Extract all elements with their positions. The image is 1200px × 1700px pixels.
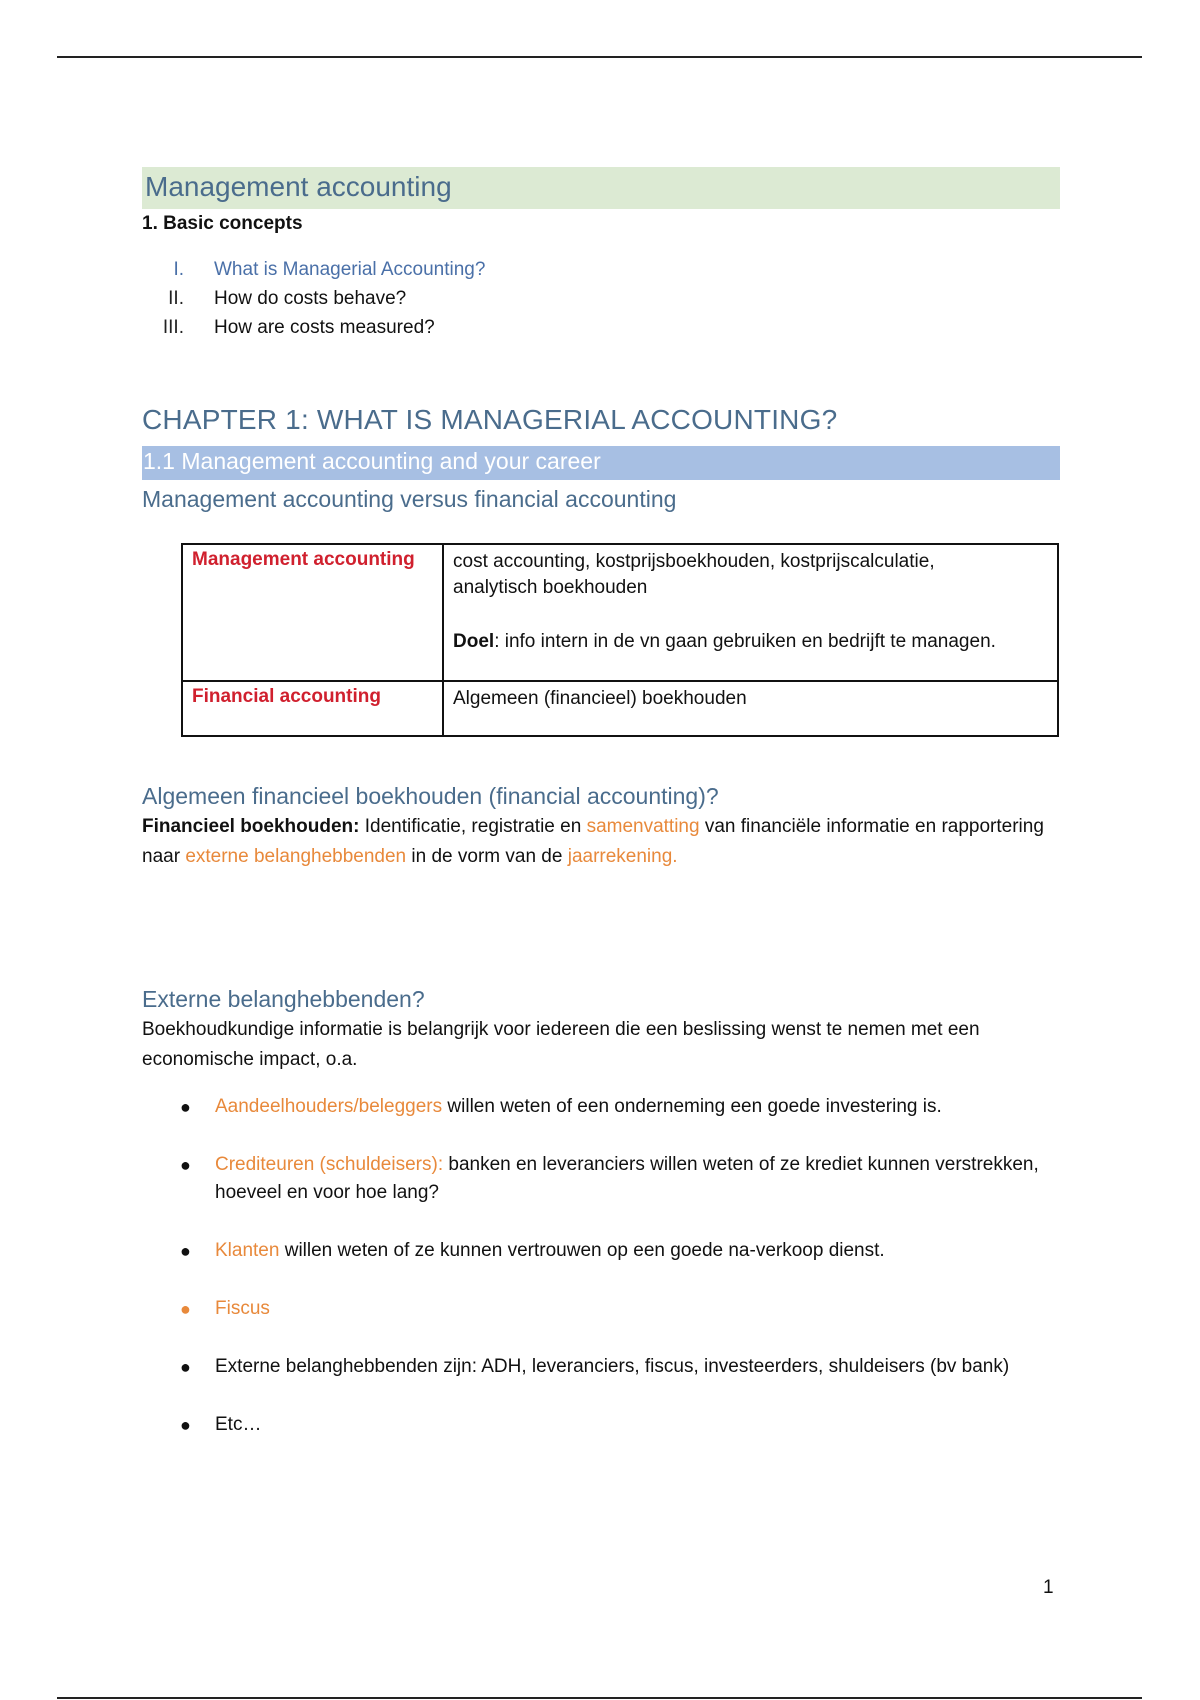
toc-item [142, 284, 1060, 313]
cell-text: Algemeen (financieel) boekhouden [453, 688, 747, 709]
highlight-run: Crediteuren (schuldeisers): [215, 1154, 444, 1175]
table-key-cell: Management accounting [182, 544, 443, 681]
list-item [142, 1411, 1060, 1439]
text-run: in de vorm van de [406, 846, 568, 867]
text-run: Identificatie, registratie en [359, 816, 587, 837]
bold-label: Financieel boekhouden: [142, 816, 360, 837]
toc-number: II. [168, 288, 184, 309]
cell-text: cost accounting, kostprijsboekhouden, kostprijscalculatie, [453, 551, 935, 572]
document-title: Management accounting [145, 171, 452, 202]
highlight-run: externe belanghebbenden [185, 846, 407, 867]
text-run: Externe belanghebbenden zijn: ADH, leveranciers, fiscus, investeerders, shuldeisers (bv bank) [215, 1356, 1010, 1377]
text-run: willen weten of ze kunnen vertrouwen op een goede na-verkoop dienst. [279, 1240, 885, 1261]
bullet-icon: ● [180, 1097, 191, 1117]
highlight-run: samenvatting [586, 816, 700, 837]
external-stakeholders-heading: Externe belanghebbenden? [142, 986, 425, 1012]
list-item [142, 1151, 1060, 1207]
table-value-cell [443, 544, 1058, 681]
highlight-run: Aandeelhouders/beleggers [215, 1096, 443, 1117]
doel-label: Doel [453, 631, 495, 652]
toc-number: III. [162, 317, 184, 338]
table-row [182, 544, 1058, 681]
title-band [142, 167, 1060, 209]
text-run: Etc… [215, 1414, 262, 1435]
section-heading: 1.1 Management accounting and your career [143, 448, 601, 474]
table-row [182, 681, 1058, 736]
cell-text: analytisch boekhouden [453, 577, 648, 598]
text-run: willen weten of een onderneming een goede investering is. [442, 1096, 942, 1117]
financial-accounting-paragraph [142, 812, 1060, 872]
text-run: van financiële informatie en rapportering naar [142, 816, 1044, 867]
subtitle: 1. Basic concepts [142, 213, 303, 234]
bottom-rule [57, 1697, 1142, 1699]
bullet-icon: ● [180, 1155, 191, 1175]
financial-accounting-heading: Algemeen financieel boekhouden (financial accounting)? [142, 783, 719, 809]
section-band [142, 446, 1060, 480]
text-run: banken en leveranciers willen weten of ze krediet kunnen verstrekken, hoeveel en voor hoe lang? [215, 1154, 1039, 1203]
toc-item[interactable] [142, 255, 1060, 284]
list-item [142, 1093, 1060, 1121]
doel-text: : info intern in de vn gaan gebruiken en bedrijft te managen. [494, 631, 996, 652]
toc-number: I. [173, 259, 184, 280]
toc-text[interactable]: What is Managerial Accounting? [214, 259, 486, 280]
highlight-run: jaarrekening. [567, 846, 678, 867]
toc-text: How do costs behave? [214, 288, 407, 309]
comparison-table [181, 543, 1059, 737]
bullet-icon: ● [180, 1299, 191, 1319]
toc-item [142, 313, 1060, 342]
page-number: 1 [1043, 1577, 1054, 1598]
list-item [142, 1353, 1060, 1381]
table-value-cell [443, 681, 1058, 736]
table-key-cell: Financial accounting [182, 681, 443, 736]
toc-text: How are costs measured? [214, 317, 435, 338]
doel-line [453, 629, 1048, 655]
list-item [142, 1237, 1060, 1265]
bullet-icon: ● [180, 1241, 191, 1261]
document-page [142, 167, 1060, 1469]
chapter-heading: CHAPTER 1: WHAT IS MANAGERIAL ACCOUNTING? [142, 404, 838, 435]
subsection-heading: Management accounting versus financial accounting [142, 486, 677, 512]
highlight-run: Fiscus [215, 1298, 270, 1319]
list-item [142, 1295, 1060, 1323]
table-of-contents [142, 255, 1060, 342]
top-rule [57, 56, 1142, 58]
bullet-icon: ● [180, 1415, 191, 1435]
external-stakeholders-paragraph: Boekhoudkundige informatie is belangrijk voor iedereen die een beslissing wenst te nemen met een economische impact, o.a. [142, 1019, 980, 1070]
stakeholder-list [142, 1093, 1060, 1439]
highlight-run: Klanten [215, 1240, 280, 1261]
bullet-icon: ● [180, 1357, 191, 1377]
